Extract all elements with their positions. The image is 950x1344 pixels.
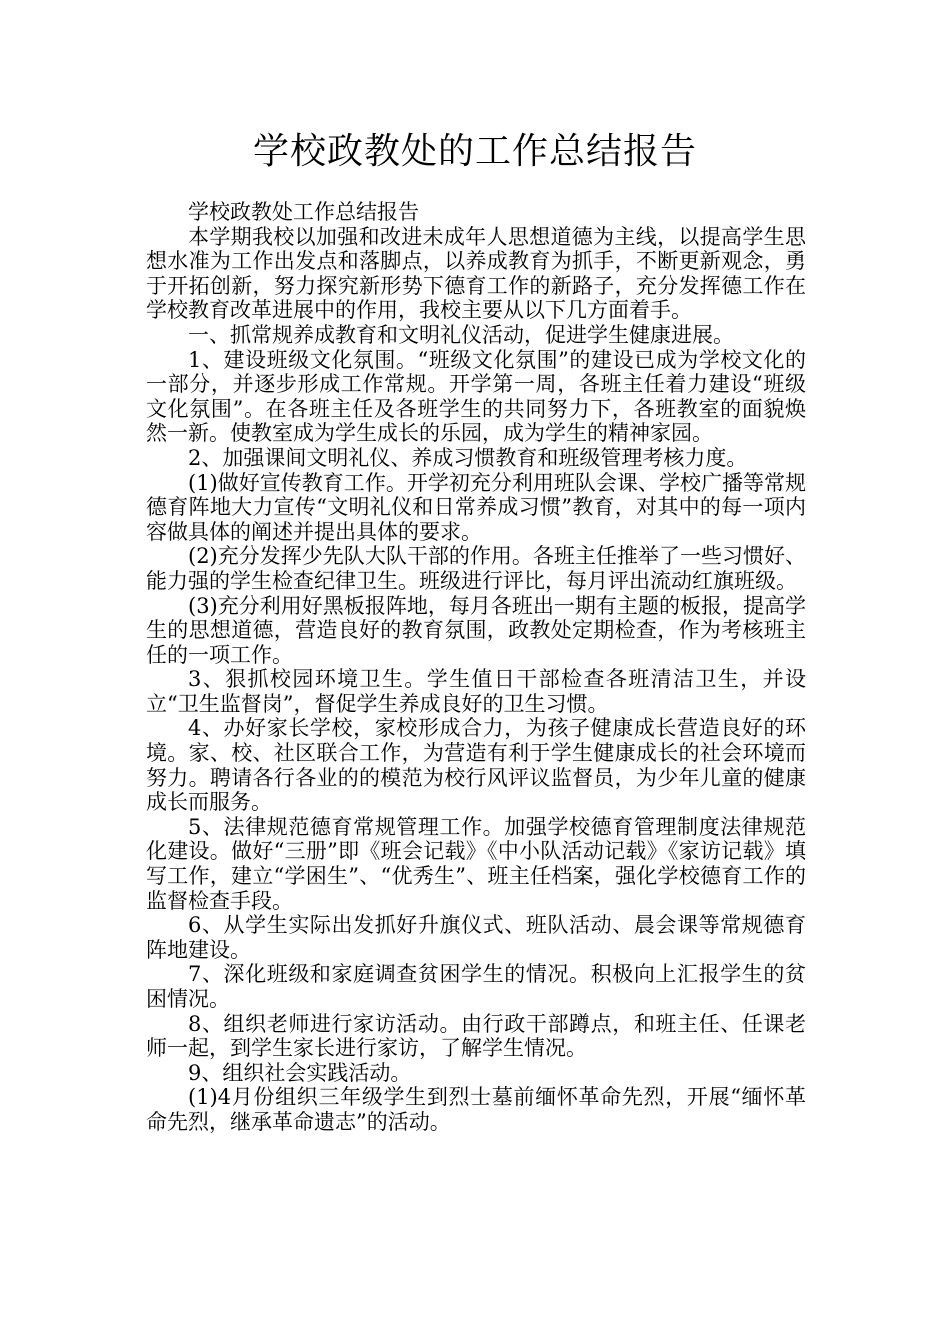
- paragraph-item-4: 4、办好家长学校，家校形成合力，为孩子健康成长营造良好的环境。家、校、社区联合工作，为营造有利于学生健康成长的社会环境而努力。聘请各行各业的的模范为校行风评议监督员，为少年儿童的健康成长而服务。: [146, 716, 806, 815]
- document-body: [146, 200, 806, 1135]
- paragraph-item-2-3: (3)充分利用好黑板报阵地，每月各班出一期有主题的板报，提高学生的思想道德，营造良好的教育氛围，政教处定期检查，作为考核班主任的一项工作。: [146, 593, 806, 667]
- paragraph-item-9-1: (1)4月份组织三年级学生到烈士墓前缅怀革命先烈，开展“缅怀革命先烈，继承革命遗志”的活动。: [146, 1085, 806, 1134]
- paragraph-item-5: 5、法律规范德育常规管理工作。加强学校德育管理制度法律规范化建设。做好“三册”即《班会记载》《中小队活动记载》《家访记载》填写工作，建立“学困生”、“优秀生”、班主任档案，强化学校德育工作的监督检查手段。: [146, 814, 806, 913]
- paragraph-item-6: 6、从学生实际出发抓好升旗仪式、班队活动、晨会课等常规德育阵地建设。: [146, 913, 806, 962]
- section-heading-1: 一、抓常规养成教育和文明礼仪活动，促进学生健康进展。: [188, 322, 734, 347]
- paragraph-item-2: 2、加强课间文明礼仪、养成习惯教育和班级管理考核力度。: [188, 445, 748, 470]
- paragraph-item-9: 9、组织社会实践活动。: [188, 1060, 412, 1085]
- paragraph-item-8: 8、组织老师进行家访活动。由行政干部蹲点，和班主任、任课老师一起，到学生家长进行家访，了解学生情况。: [146, 1011, 806, 1061]
- paragraph-intro: 本学期我校以加强和改进未成年人思想道德为主线，以提高学生思想水准为工作出发点和落脚点，以养成教育为抓手，不断更新观念，勇于开拓创新，努力探究新形势下德育工作的新路子，充分发挥德工作在学校教育改革进展中的作用，我校主要从以下几方面着手。: [146, 224, 806, 323]
- paragraph-item-2-1: (1)做好宣传教育工作。开学初充分利用班队会课、学校广播等常规德育阵地大力宣传“文明礼仪和日常养成习惯”教育，对其中的每一项内容做具体的阐述并提出具体的要求。: [146, 470, 806, 544]
- paragraph-item-1: 1、建设班级文化氛围。“班级文化氛围”的建设已成为学校文化的一部分，并逐步形成工作常规。开学第一周，各班主任着力建设“班级文化氛围”。在各班主任及各班学生的共同努力下，各班教室的面貌焕然一新。使教室成为学生成长的乐园，成为学生的精神家园。: [146, 347, 806, 446]
- paragraph-item-7: 7、深化班级和家庭调查贫困学生的情况。积极向上汇报学生的贫困情况。: [146, 962, 806, 1011]
- paragraph-item-2-2: (2)充分发挥少先队大队干部的作用。各班主任推举了一些习惯好、能力强的学生检查纪律卫生。班级进行评比，每月评出流动红旗班级。: [146, 544, 806, 593]
- paragraph-item-3: 3、狠抓校园环境卫生。学生值日干部检查各班清洁卫生，并设立“卫生监督岗”，督促学生养成良好的卫生习惯。: [146, 667, 806, 716]
- paragraph-subtitle: 学校政教处工作总结报告: [188, 200, 419, 224]
- document-title: 学校政教处的工作总结报告: [252, 131, 697, 172]
